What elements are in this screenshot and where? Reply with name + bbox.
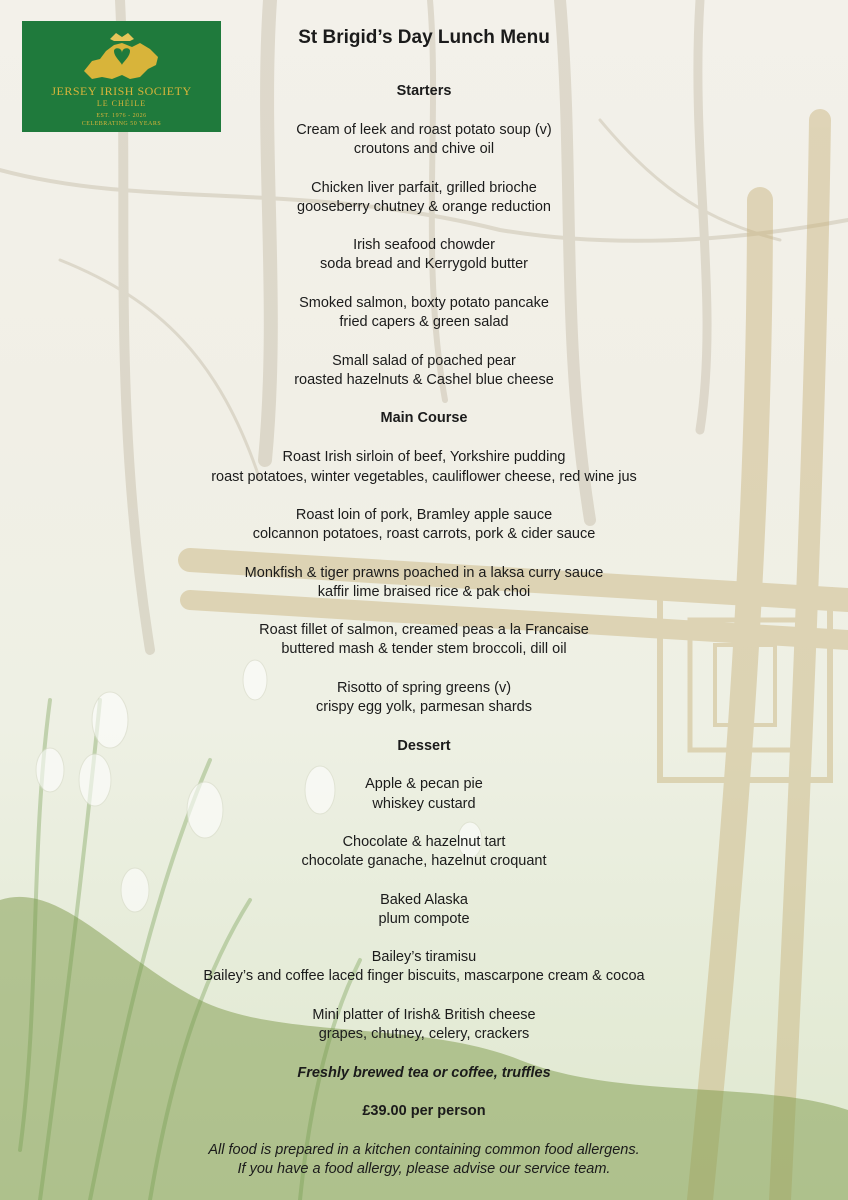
starter-name: Small salad of poached pear	[332, 353, 516, 369]
main-description: colcannon potatoes, roast carrots, pork & cider sauce	[252, 526, 596, 542]
dessert-description: grapes, chutney, celery, crackers	[318, 1026, 530, 1042]
allergy-notice-line: If you have a food allergy, please advise our service team.	[237, 1161, 611, 1177]
main-course-heading: Main Course	[380, 410, 468, 426]
dessert-description: chocolate ganache, hazelnut croquant	[301, 853, 547, 869]
starter-name: Chicken liver parfait, grilled brioche	[311, 180, 537, 196]
starter-description: roasted hazelnuts & Cashel blue cheese	[294, 372, 554, 388]
dessert-description: Bailey’s and coffee laced finger biscuits, mascarpone cream & cocoa	[203, 968, 645, 984]
starter-name: Cream of leek and roast potato soup (v)	[296, 122, 552, 138]
main-name: Roast fillet of salmon, creamed peas a la Francaise	[259, 622, 589, 638]
starter-description: fried capers & green salad	[339, 314, 509, 330]
starters-heading: Starters	[396, 83, 452, 99]
main-name: Roast Irish sirloin of beef, Yorkshire pudding	[282, 449, 566, 465]
dessert-heading: Dessert	[397, 738, 451, 754]
main-description: roast potatoes, winter vegetables, cauliflower cheese, red wine jus	[211, 469, 637, 485]
starter-description: croutons and chive oil	[353, 141, 495, 157]
main-name: Roast loin of pork, Bramley apple sauce	[295, 507, 553, 523]
dessert-name: Apple & pecan pie	[365, 776, 483, 792]
logo-society-name: JERSEY IRISH SOCIETY	[51, 84, 192, 98]
logo-anniversary: CELEBRATING 50 YEARS	[81, 121, 162, 127]
dessert-name: Chocolate & hazelnut tart	[342, 834, 506, 850]
tea-coffee-line: Freshly brewed tea or coffee, truffles	[297, 1065, 551, 1081]
main-description: crispy egg yolk, parmesan shards	[316, 699, 532, 715]
dessert-name: Mini platter of Irish& British cheese	[312, 1007, 536, 1023]
starter-description: soda bread and Kerrygold butter	[320, 256, 528, 272]
logo-established: EST. 1976 - 2026	[96, 113, 147, 119]
starter-name: Irish seafood chowder	[353, 237, 495, 253]
logo-motto: LE CHÉILE	[96, 99, 147, 108]
main-name: Monkfish & tiger prawns poached in a laksa curry sauce	[244, 565, 604, 581]
dessert-name: Bailey’s tiramisu	[371, 949, 477, 965]
price-label: £39.00 per person	[362, 1103, 486, 1119]
main-name: Risotto of spring greens (v)	[336, 680, 512, 696]
dessert-name: Baked Alaska	[380, 892, 468, 908]
allergy-notice-line: All food is prepared in a kitchen containing common food allergens.	[208, 1142, 640, 1158]
starter-name: Smoked salmon, boxty potato pancake	[299, 295, 549, 311]
dessert-description: plum compote	[378, 911, 470, 927]
main-description: kaffir lime braised rice & pak choi	[317, 584, 531, 600]
dessert-description: whiskey custard	[372, 796, 476, 812]
starter-description: gooseberry chutney & orange reduction	[297, 199, 551, 215]
menu-title: St Brigid’s Day Lunch Menu	[298, 27, 550, 48]
main-description: buttered mash & tender stem broccoli, dill oil	[281, 641, 567, 657]
